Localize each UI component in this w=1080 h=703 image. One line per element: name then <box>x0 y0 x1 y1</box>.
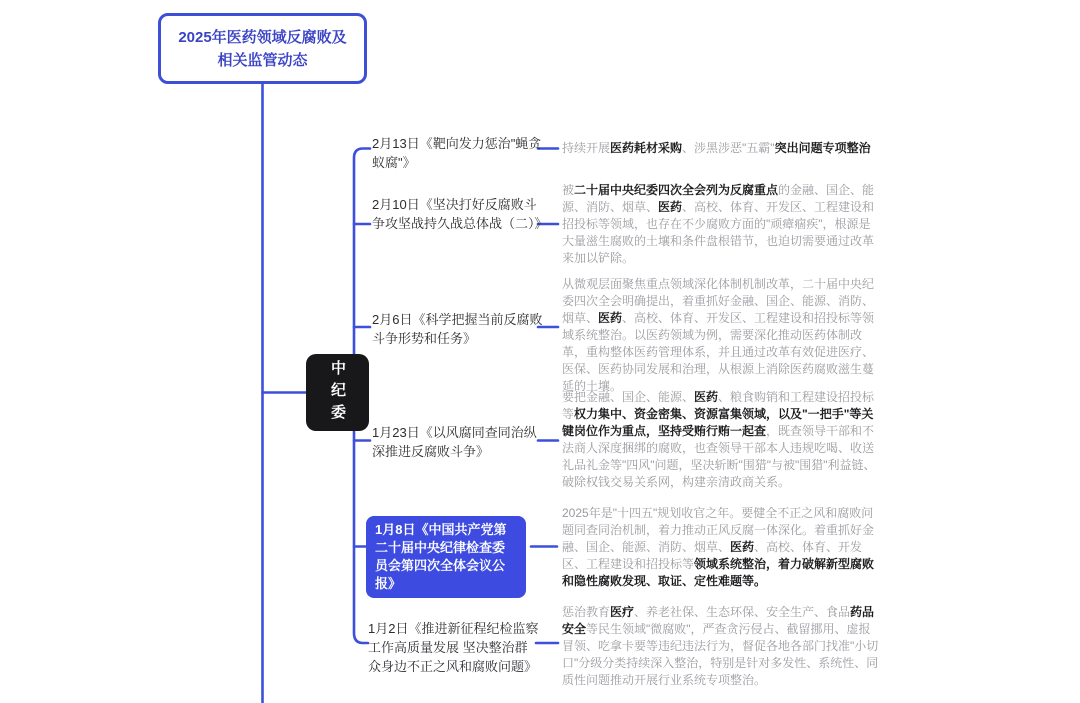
node-item-6[interactable]: 1月2日《推进新征程纪检监察工作高质量发展 坚决整治群众身边不正之风和腐败问题》 <box>368 621 539 674</box>
branch-node-zhongjiwei[interactable] <box>306 354 369 431</box>
node-item-4[interactable]: 1月23日《以风腐同查同治纵深推进反腐败斗争》 <box>372 425 537 459</box>
note-1[interactable]: 持续开展医药耗材采购、涉黑涉恶"五霸"突出问题专项整治 <box>562 141 871 155</box>
node-item-1[interactable]: 2月13日《靶向发力惩治"蝇贪蚁腐"》 <box>372 136 542 170</box>
node-item-3[interactable]: 2月6日《科学把握当前反腐败斗争形势和任务》 <box>372 312 543 346</box>
note-4[interactable]: 要把金融、国企、能源、医药、粮食购销和工程建设招投标等权力集中、资金密集、资源富集领域，以及"一把手"等关键岗位作为重点，坚持受贿行贿一起查，既查领导干部和不法商人深度捆绑的腐败，也查领导干部本人违规吃喝、收送礼品礼金等"四风"问题，坚决斩断"围猎"与被"围猎"利益链、破除权钱交易关系网，构建亲清政商关系。 <box>562 390 876 489</box>
note-2[interactable]: 被二十届中央纪委四次全会列为反腐重点的金融、国企、能源、消防、烟草、医药、高校、体育、开发区、工程建设和招投标等领域，也存在不少腐败方面的"顽瘴痼疾"，根源是大量滋生腐败的土壤和条件盘根错节，也迫切需要通过改革来加以铲除。 <box>562 183 875 265</box>
root-node[interactable] <box>158 13 367 84</box>
node-item-5-highlighted[interactable]: 1月8日《中国共产党第二十届中央纪律检查委员会第四次全体会议公报》 <box>366 516 526 598</box>
branch-node-label: 中纪委 <box>329 359 346 426</box>
note-6[interactable]: 惩治教育医疗、养老社保、生态环保、安全生产、食品药品安全等民生领域"微腐败"，严查贪污侵占、截留挪用、虚报冒领、吃拿卡要等违纪违法行为，督促各地各部门找准"小切口"分级分类持续深入整治，特别是针对多发性、系统性、同质性问题推动开展行业系统专项整治。 <box>562 605 879 687</box>
note-3[interactable]: 从微观层面聚焦重点领域深化体制机制改革，二十届中央纪委四次全会明确提出，着重抓好金融、国企、能源、消防、烟草、医药、高校、体育、开发区、工程建设和招投标等领域系统整治。以医药领域为例，需要深化推动医药体制改革，重构整体医药管理体系，并且通过改革有效促进医疗、医保、医药协同发展和治理，从根源上消除医药腐败滋生蔓延的土壤。 <box>562 277 875 393</box>
note-5[interactable]: 2025年是"十四五"规划收官之年。要健全不正之风和腐败问题同查同治机制，着力推动正风反腐一体深化。着重抓好金融、国企、能源、消防、烟草、医药、高校、体育、开发区、工程建设和招投标等领域系统整治，着力破解新型腐败和隐性腐败发现、取证、定性难题等。 <box>562 506 875 588</box>
node-item-2[interactable]: 2月10日《坚决打好反腐败斗争攻坚战持久战总体战（二）》 <box>372 197 548 231</box>
root-node-title: 2025年医药领域反腐败及相关监管动态 <box>178 28 347 69</box>
